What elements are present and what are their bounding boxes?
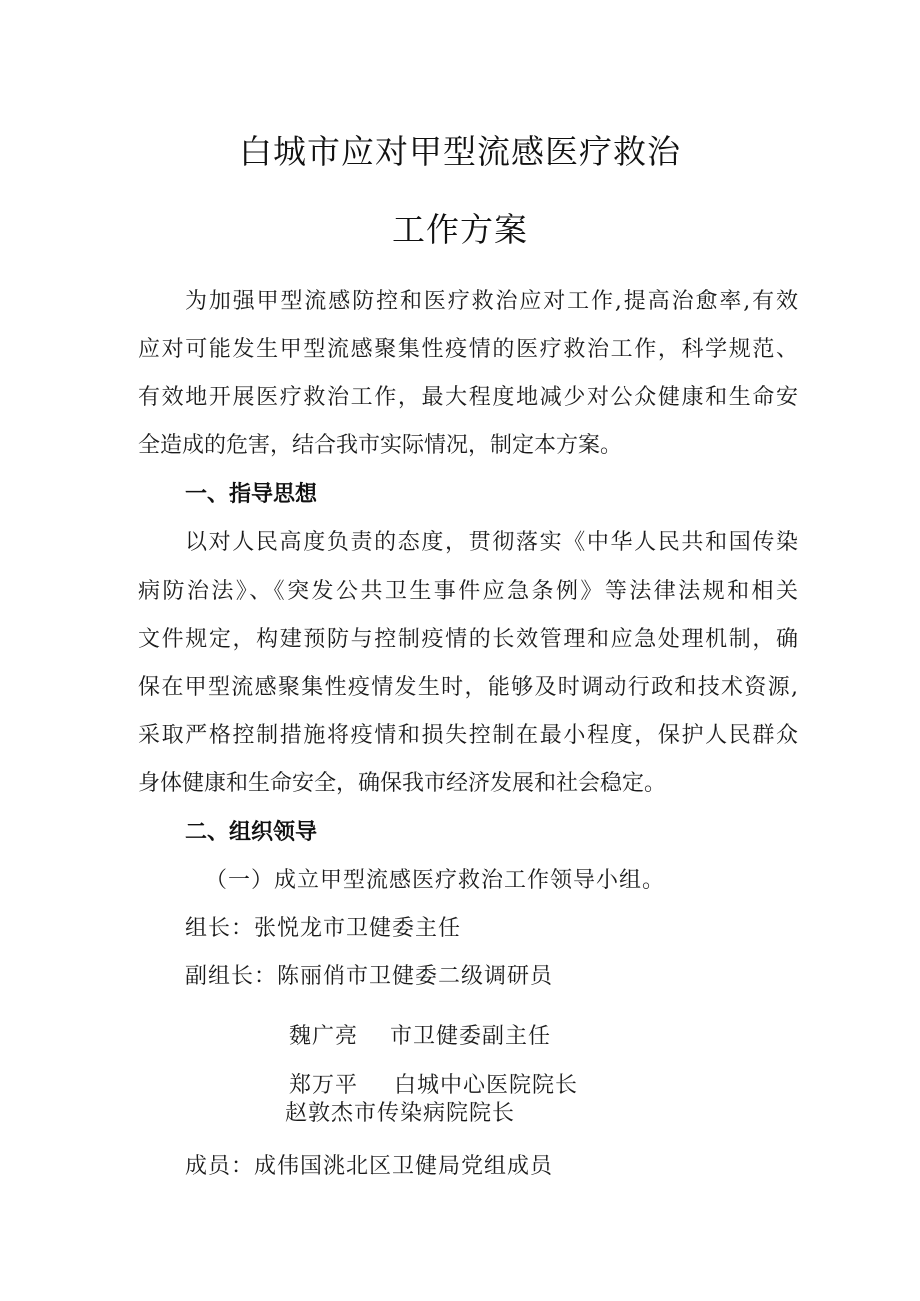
section1-heading: 一、指导思想 xyxy=(185,482,318,507)
deputy-role: 白城中心医院院长 xyxy=(394,1073,579,1098)
deputy-row-3: 赵敦杰市传染病院院长 xyxy=(285,1101,516,1126)
section1-line-1: 以对人民高度负责的态度，贯彻落实《中华人民共和国传染 xyxy=(185,530,798,555)
group-leader-line: 组长：张悦龙市卫健委主任 xyxy=(185,916,462,941)
section1-line-4: 保在甲型流感聚集性疫情发生时，能够及时调动行政和技术资源, xyxy=(138,675,798,700)
intro-line-3: 有效地开展医疗救治工作，最大程度地减少对公众健康和生命安 xyxy=(138,385,798,410)
document-title-line2: 工作方案 xyxy=(392,210,528,249)
deputy-role: 市卫健委副主任 xyxy=(390,1024,552,1049)
intro-line-4: 全造成的危害，结合我市实际情况，制定本方案。 xyxy=(138,433,623,458)
deputy-leader-line: 副组长：陈丽俏市卫健委二级调研员 xyxy=(185,964,554,989)
section1-line-3: 文件规定，构建预防与控制疫情的长效管理和应急处理机制，确 xyxy=(138,627,798,652)
section2-subheading-1: （一）成立甲型流感医疗救治工作领导小组。 xyxy=(205,868,666,893)
document-title-line1: 白城市应对甲型流感医疗救治 xyxy=(239,132,681,171)
section1-line-5: 采取严格控制措施将疫情和损失控制在最小程度，保护人民群众 xyxy=(138,723,798,748)
intro-line-1: 为加强甲型流感防控和医疗救治应对工作,提高治愈率,有效 xyxy=(185,289,798,314)
section1-line-6: 身体健康和生命安全，确保我市经济发展和社会稳定。 xyxy=(138,771,667,796)
deputy-name: 魏广亮 xyxy=(289,1024,359,1049)
deputy-row-1 xyxy=(289,1022,551,1052)
intro-line-2: 应对可能发生甲型流感聚集性疫情的医疗救治工作，科学规范、 xyxy=(138,337,798,362)
section2-heading: 二、组织领导 xyxy=(185,820,318,845)
members-line: 成员：成伟国洮北区卫健局党组成员 xyxy=(185,1154,554,1179)
deputy-row-2 xyxy=(289,1071,578,1101)
deputy-name: 郑万平 xyxy=(289,1073,359,1098)
section1-line-2: 病防治法》、《突发公共卫生事件应急条例》等法律法规和相关 xyxy=(138,579,798,604)
